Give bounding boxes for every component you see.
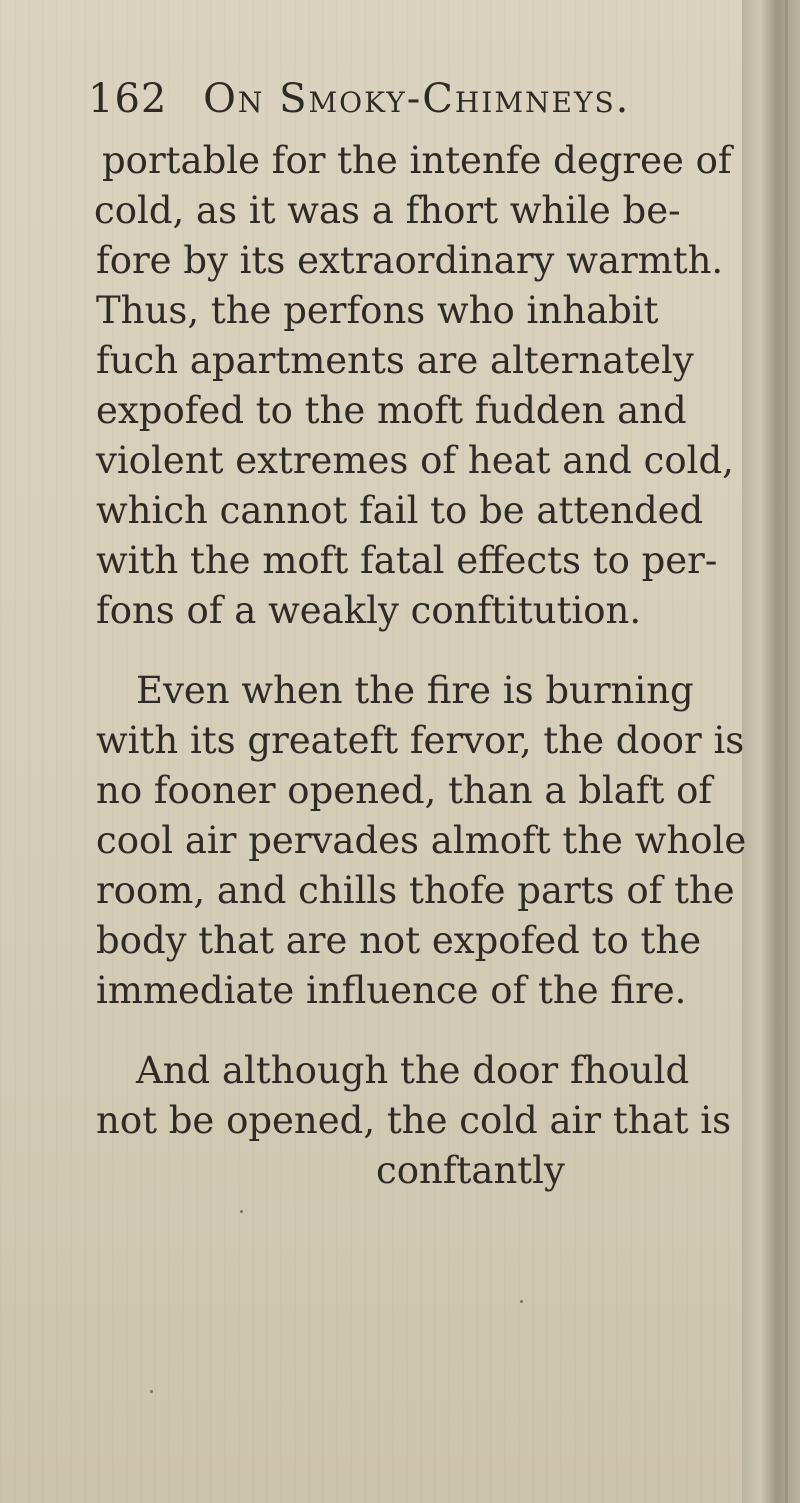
text-line: Even when the fire is burning <box>136 669 694 712</box>
paper-speck <box>520 1300 523 1303</box>
gutter-shadow <box>785 0 788 1503</box>
text-line: body that are not expofed to the <box>96 919 702 962</box>
paper-speck <box>240 1210 243 1213</box>
running-head <box>88 76 738 132</box>
text-line: portable for the intenfe degree of <box>102 139 732 182</box>
running-title <box>203 76 630 122</box>
page-number: 162 <box>88 76 168 122</box>
paper-speck <box>150 1390 153 1393</box>
text-line: cool air pervades almoft the whole <box>96 819 747 862</box>
running-title-text: On Smoky-Chimneys. <box>203 76 631 122</box>
text-line: Thus, the perfons who inhabit <box>96 289 659 332</box>
text-line: fore by its extraordinary warmth. <box>96 239 724 282</box>
page-gutter <box>742 0 800 1503</box>
text-line: And although the door fhould <box>136 1049 690 1092</box>
catchword: conftantly <box>376 1149 565 1192</box>
text-line: not be opened, the cold air that is <box>96 1099 732 1142</box>
text-line: cold, as it was a fhort while be- <box>94 189 681 232</box>
text-line: with the moft fatal effects to per- <box>96 539 718 582</box>
text-line: with its greateft fervor, the door is <box>96 719 745 762</box>
text-line: room, and chills thofe parts of the <box>96 869 735 912</box>
text-line: fons of a weakly conftitution. <box>96 589 642 632</box>
text-line: violent extremes of heat and cold, <box>96 439 734 482</box>
text-line: immediate influence of the fire. <box>96 969 687 1012</box>
text-line: no fooner opened, than a blaft of <box>96 769 713 812</box>
text-line: fuch apartments are alternately <box>96 339 694 382</box>
text-line: which cannot fail to be attended <box>96 489 704 532</box>
text-line: expofed to the moft fudden and <box>96 389 687 432</box>
